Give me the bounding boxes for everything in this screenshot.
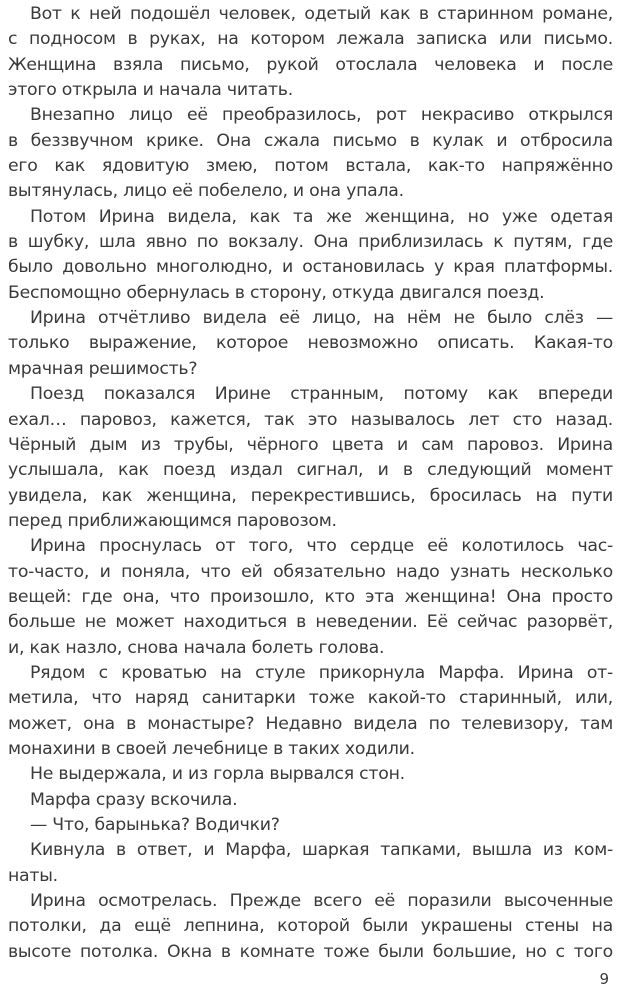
text-line: Рядом с кроватью на стуле прикорнула Марфа. Ирина от- (30, 662, 613, 683)
text-line: Марфа сразу вскочила. (30, 789, 238, 810)
paragraph (8, 661, 613, 762)
text-line: перед приближающимся паровозом. (8, 510, 337, 531)
text-line: его как ядовитую змею, потом встала, как-то напряжённо (8, 156, 613, 177)
paragraph (8, 813, 613, 838)
text-line: Поезд показался Ирине странным, потому как впереди (30, 384, 613, 405)
text-line: то-часто, и поняла, что ей обязательно надо узнать несколько (8, 561, 613, 582)
text-line: больше не может находиться в неведении. Её сейчас разорвёт, (8, 612, 613, 633)
text-line: Ирина отчётливо видела её лицо, на нём не было слёз — (30, 308, 613, 329)
text-line: Беспомощно обернулась в сторону, откуда двигался поезд. (8, 282, 545, 303)
text-line: услышала, как поезд издал сигнал, и в следующий момент (8, 460, 613, 481)
text-line: только выражение, которое невозможно описать. Какая-то (8, 333, 613, 354)
text-line: Потом Ирина видела, как та же женщина, но уже одетая (30, 206, 613, 227)
text-line: Внезапно лицо её преобразилось, рот некрасиво открылся (30, 105, 613, 126)
paragraph (8, 306, 613, 382)
paragraph (8, 762, 613, 787)
text-line: наты. (8, 865, 58, 886)
text-line: Не выдержала, и из горла вырвался стон. (30, 764, 405, 785)
text-line: этого открыла и начала читать. (8, 80, 293, 101)
paragraph (8, 788, 613, 813)
text-line: Вот к ней подошёл человек, одетый как в старинном романе, (30, 4, 613, 24)
paragraph (8, 889, 613, 965)
text-line: монахини в своей лечебнице в таких ходили. (8, 738, 415, 759)
paragraph (8, 534, 613, 661)
text-line: Женщина взяла письмо, рукой отослала человека и после (8, 54, 613, 75)
text-line: Кивнула в ответ, и Марфа, шаркая тапками, вышла из ком- (30, 840, 613, 861)
text-line: было довольно многолюдно, и остановилась у края платформы. (8, 257, 613, 278)
text-line: может, она в монастыре? Недавно видела по телевизору, там (8, 713, 613, 734)
text-line: и, как назло, снова начала болеть голова. (8, 637, 385, 658)
paragraph (8, 2, 613, 103)
paragraph (8, 205, 613, 306)
page-number: 9 (599, 970, 609, 988)
text-line: с подносом в руках, на котором лежала записка или письмо. (8, 29, 613, 50)
text-line: высоте потолка. Окна в комнате тоже были большие, но с того (8, 941, 613, 962)
text-line: ехал… паровоз, кажется, так это называлось лет сто назад. (8, 409, 613, 430)
text-line: вытянулась, лицо её побелело, и она упала. (8, 181, 404, 202)
text-line: потолки, да ещё лепнина, которой были украшены стены на (8, 916, 613, 937)
paragraph (8, 838, 613, 889)
text-line: — Что, барынька? Водички? (30, 815, 280, 835)
text-line: Ирина проснулась от того, что сердце её колотилось час- (30, 536, 613, 557)
text-line: увидела, как женщина, перекрестившись, бросилась на пути (8, 485, 613, 506)
text-line: в беззвучном крике. Она сжала письмо в кулак и отбросила (8, 130, 613, 151)
book-page (8, 2, 613, 965)
text-line: мрачная решимость? (8, 358, 198, 379)
text-line: в шубку, шла явно по вокзалу. Она приблизилась к путям, где (8, 232, 613, 253)
text-line: Ирина осмотрелась. Прежде всего её поразили высоченные (30, 891, 613, 912)
text-line: Чёрный дым из трубы, чёрного цвета и сам паровоз. Ирина (8, 434, 613, 455)
text-line: вещей: где она, что произошло, кто эта женщина! Она просто (8, 586, 613, 607)
paragraph (8, 103, 613, 204)
text-body (8, 2, 613, 965)
text-line: метила, что наряд санитарки тоже какой-то старинный, или, (8, 688, 613, 709)
paragraph (8, 382, 613, 534)
